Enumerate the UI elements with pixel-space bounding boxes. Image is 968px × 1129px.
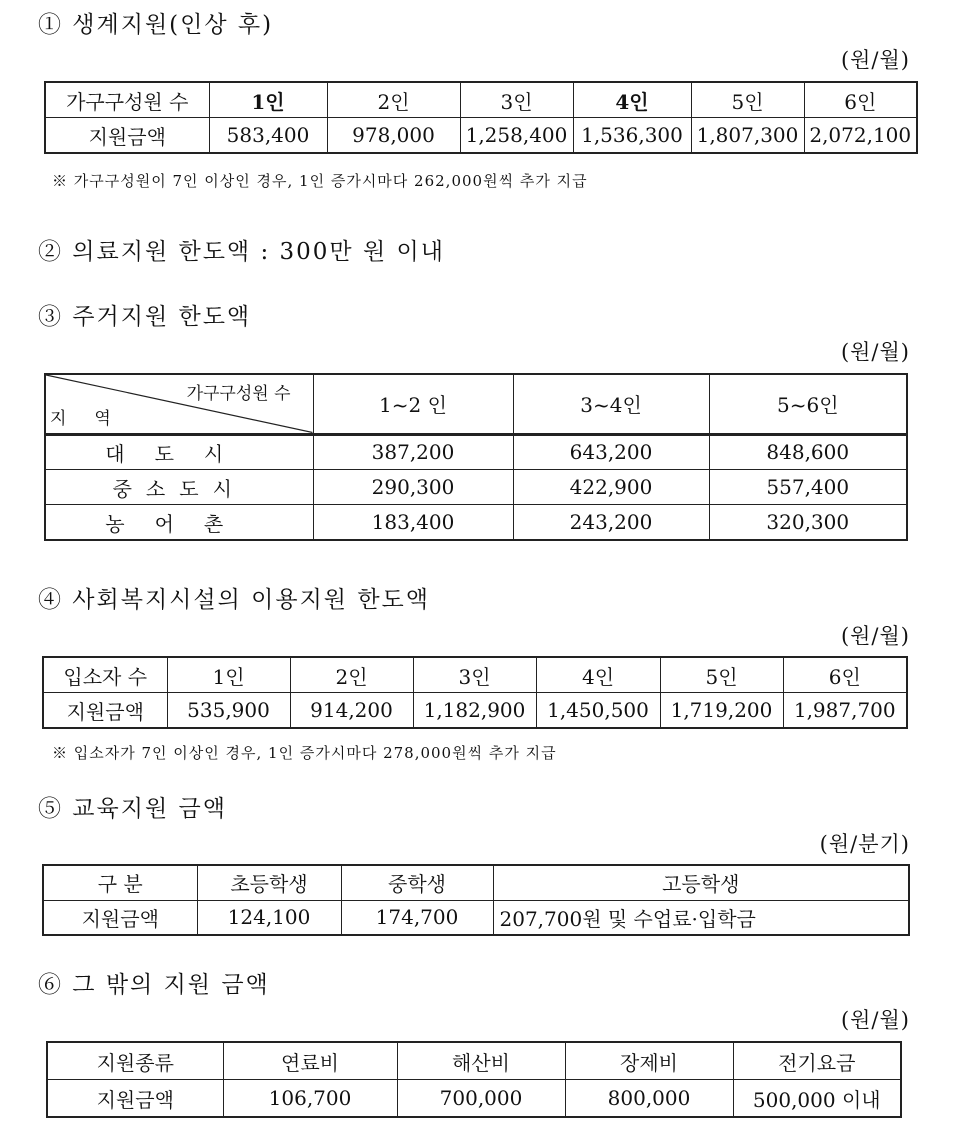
category-header: 구 분 — [43, 865, 197, 900]
corner-household-label: 가구구성원 수 — [186, 384, 291, 404]
col-electricity: 전기요금 — [733, 1042, 901, 1080]
col-high: 고등학생 — [493, 865, 909, 900]
amount-childbirth: 700,000 — [397, 1080, 565, 1118]
section1-note: ※ 가구구성원이 7인 이상인 경우, 1인 증가시마다 262,000원씩 추가 지급 — [52, 172, 588, 190]
amount-label: 지원금액 — [43, 900, 197, 935]
col-funeral: 장제비 — [565, 1042, 733, 1080]
support-type-header: 지원종류 — [47, 1042, 223, 1080]
col-1-2: 1~2 인 — [313, 374, 513, 434]
amount-elementary: 124,100 — [197, 900, 341, 935]
amount-high: 207,700원 및 수업료·입학금 — [493, 900, 909, 935]
amount-6: 1,987,700 — [783, 693, 907, 729]
amount-4: 1,450,500 — [536, 693, 660, 729]
corner-header-cell — [45, 374, 313, 434]
col-middle: 중학생 — [341, 865, 493, 900]
resident-count-header: 입소자 수 — [43, 657, 167, 693]
amount-label: 지원금액 — [47, 1080, 223, 1118]
col-6: 6인 — [783, 657, 907, 693]
col-5: 5인 — [660, 657, 783, 693]
amount-3: 1,182,900 — [413, 693, 536, 729]
section6-unit: (원/월) — [840, 1008, 910, 1032]
amount-1: 583,400 — [209, 118, 327, 154]
table-cell: 643,200 — [513, 434, 709, 470]
table-cell: 290,300 — [313, 470, 513, 505]
col-4: 4인 — [536, 657, 660, 693]
amount-1: 535,900 — [167, 693, 290, 729]
amount-middle: 174,700 — [341, 900, 493, 935]
col-childbirth: 해산비 — [397, 1042, 565, 1080]
section1-heading: ① 생계지원(인상 후) — [38, 12, 274, 38]
region-label: 중소도시 — [45, 470, 313, 505]
section4-note: ※ 입소자가 7인 이상인 경우, 1인 증가시마다 278,000원씩 추가 지급 — [52, 744, 557, 762]
region-label: 농어촌 — [45, 505, 313, 540]
living-support-table — [44, 81, 918, 154]
table-cell: 183,400 — [313, 505, 513, 540]
col-5-6: 5~6인 — [709, 374, 907, 434]
col-1: 1인 — [209, 82, 327, 118]
col-3: 3인 — [413, 657, 536, 693]
col-3-4: 3~4인 — [513, 374, 709, 434]
col-elementary: 초등학생 — [197, 865, 341, 900]
col-5: 5인 — [691, 82, 804, 118]
amount-3: 1,258,400 — [460, 118, 573, 154]
col-2: 2인 — [327, 82, 460, 118]
section2-heading: ② 의료지원 한도액 : 300만 원 이내 — [38, 239, 445, 265]
corner-region-label: 지역 — [50, 408, 139, 429]
amount-4: 1,536,300 — [573, 118, 691, 154]
table-cell: 387,200 — [313, 434, 513, 470]
section5-heading: ⑤ 교육지원 금액 — [38, 796, 227, 822]
table-cell: 422,900 — [513, 470, 709, 505]
col-6: 6인 — [804, 82, 917, 118]
table-cell: 848,600 — [709, 434, 907, 470]
region-label: 대도시 — [45, 434, 313, 470]
amount-5: 1,719,200 — [660, 693, 783, 729]
col-1: 1인 — [167, 657, 290, 693]
amount-funeral: 800,000 — [565, 1080, 733, 1118]
amount-2: 978,000 — [327, 118, 460, 154]
education-support-table — [42, 864, 910, 936]
col-4: 4인 — [573, 82, 691, 118]
amount-2: 914,200 — [290, 693, 413, 729]
amount-label: 지원금액 — [43, 693, 167, 729]
household-size-header: 가구구성원 수 — [45, 82, 209, 118]
section5-unit: (원/분기) — [819, 832, 910, 856]
col-2: 2인 — [290, 657, 413, 693]
amount-electricity: 500,000 이내 — [733, 1080, 901, 1118]
section1-unit: (원/월) — [840, 48, 910, 72]
table-cell: 557,400 — [709, 470, 907, 505]
amount-fuel: 106,700 — [223, 1080, 397, 1118]
table-cell: 243,200 — [513, 505, 709, 540]
table-cell: 320,300 — [709, 505, 907, 540]
facility-support-table — [42, 656, 908, 729]
other-support-table — [46, 1041, 902, 1118]
col-fuel: 연료비 — [223, 1042, 397, 1080]
section6-heading: ⑥ 그 밖의 지원 금액 — [38, 972, 270, 998]
col-3: 3인 — [460, 82, 573, 118]
amount-6: 2,072,100 — [804, 118, 917, 154]
section4-unit: (원/월) — [840, 624, 910, 648]
amount-label: 지원금액 — [45, 118, 209, 154]
section3-heading: ③ 주거지원 한도액 — [38, 304, 252, 330]
amount-5: 1,807,300 — [691, 118, 804, 154]
section4-heading: ④ 사회복지시설의 이용지원 한도액 — [38, 587, 430, 613]
housing-support-table — [44, 373, 908, 541]
section3-unit: (원/월) — [840, 340, 910, 364]
